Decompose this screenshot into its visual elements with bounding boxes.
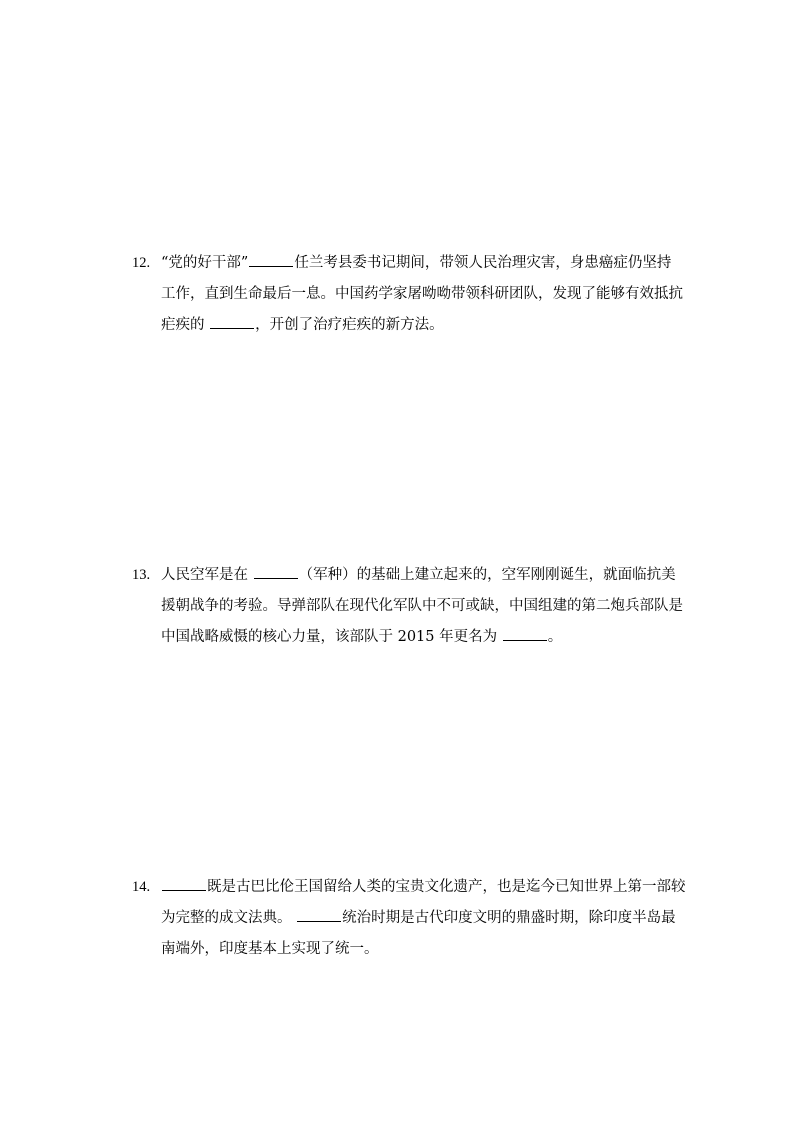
question-text: 。 — [547, 629, 563, 645]
question-text: 任兰考县委书记期间，带领人民治理灾害，身患癌症仍坚持 — [294, 255, 672, 271]
question-line — [132, 560, 676, 591]
answer-blank[interactable] — [503, 624, 547, 641]
question-text: ，开创了治疗疟疾的新方法。 — [255, 317, 444, 333]
question-text: 既是古巴比伦王国留给人类的宝贵文化遗产，也是迄今已知世界上第一部较 — [207, 879, 686, 895]
question-line — [132, 622, 672, 653]
question-line — [132, 279, 683, 310]
question-text: 统治时期是古代印度文明的鼎盛时期，除印度半岛最 — [342, 910, 676, 926]
question-line — [132, 872, 686, 903]
question-line — [132, 248, 672, 279]
question-number: 13. — [132, 567, 151, 583]
question-line — [132, 310, 672, 341]
question-text: 中国战略威慑的核心力量，该部队于 2015 年更名为 — [161, 629, 502, 645]
question-line — [132, 591, 683, 622]
answer-blank[interactable] — [210, 312, 254, 329]
question-number: 14. — [132, 879, 151, 895]
question-number: 12. — [132, 255, 151, 271]
question-text: 工作，直到生命最后一息。中国药学家屠呦呦带领科研团队，发现了能够有效抵抗 — [161, 286, 683, 302]
question-text: 人民空军是在 — [161, 567, 253, 583]
answer-blank[interactable] — [249, 250, 293, 267]
question-12 — [132, 248, 683, 341]
question-text: 援朝战争的考验。导弹部队在现代化军队中不可或缺，中国组建的第二炮兵部队是 — [161, 598, 683, 614]
answer-blank[interactable] — [297, 905, 341, 922]
question-text: 疟疾的 — [161, 317, 210, 333]
question-13 — [132, 560, 683, 653]
answer-blank[interactable] — [162, 874, 206, 891]
question-14 — [132, 872, 686, 965]
question-line — [132, 903, 676, 934]
question-text: 南端外，印度基本上实现了统一。 — [161, 941, 379, 957]
question-text: 为完整的成文法典。 — [161, 910, 297, 926]
question-line — [132, 934, 672, 965]
answer-blank[interactable] — [254, 562, 298, 579]
question-text: “党的好干部” — [161, 255, 249, 271]
question-text: （军种）的基础上建立起来的，空军刚刚诞生，就面临抗美 — [298, 567, 676, 583]
